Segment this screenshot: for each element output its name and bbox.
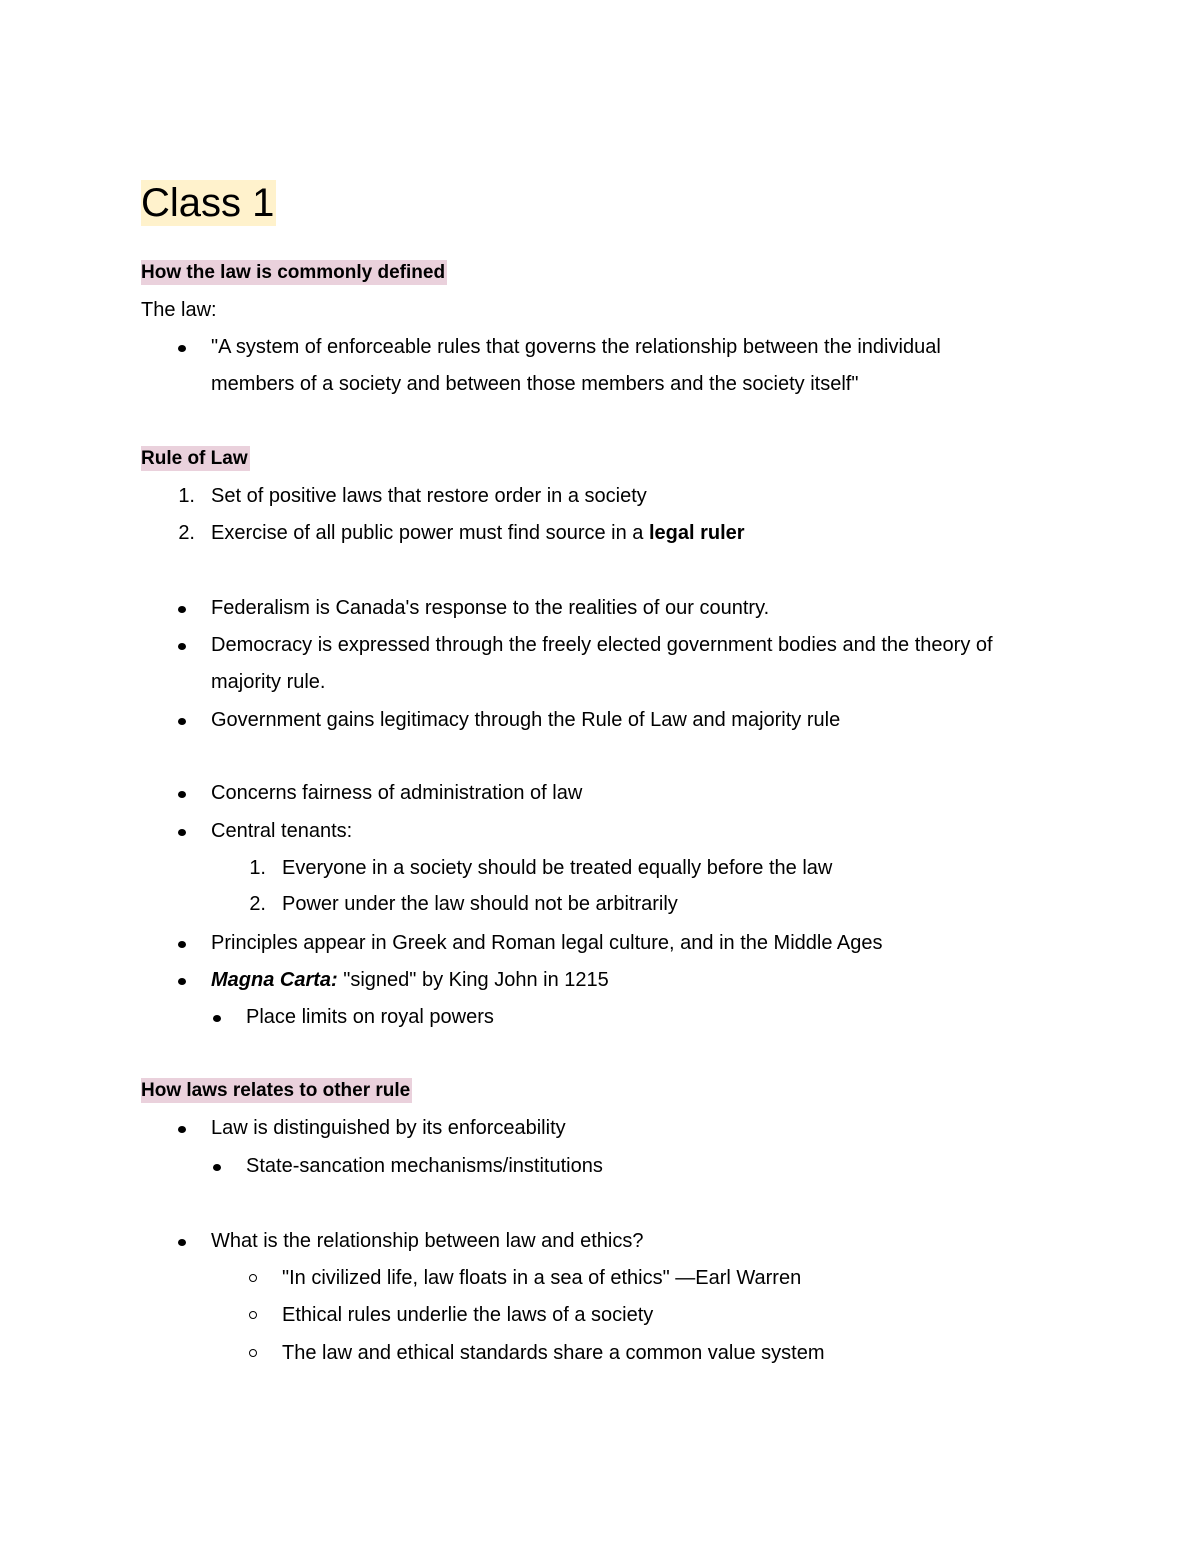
list-item-continuation: majority rule. [211,671,326,693]
numbered-item: Set of positive laws that restore order in a society [211,485,647,507]
list-item: Central tenants: [211,820,353,842]
sub-list-item: State-sancation mechanisms/institutions [246,1155,603,1177]
definition-quote-line1: "A system of enforceable rules that governs the relationship between the individual [211,336,941,358]
bullet-icon [178,718,186,725]
bullet-icon [178,345,186,352]
bullet-icon [178,941,186,948]
sub-list-item: Ethical rules underlie the laws of a society [282,1304,654,1326]
bullet-icon [178,1126,186,1133]
list-number: 2. [249,893,266,915]
bullet-icon [213,1164,221,1171]
hollow-bullet-icon [249,1349,257,1357]
legal-ruler-emphasis: legal ruler [648,522,745,544]
magna-carta-text: "signed" by King John in 1215 [337,969,609,991]
list-item: Principles appear in Greek and Roman legal culture, and in the Middle Ages [211,932,883,954]
sub-list-item: Place limits on royal powers [246,1006,494,1028]
hollow-bullet-icon [249,1311,257,1319]
sub-list-item: The law and ethical standards share a common value system [282,1342,825,1364]
page-title: Class 1 [141,181,275,225]
tenant-item: Power under the law should not be arbitrarily [282,893,678,915]
list-item: Concerns fairness of administration of law [211,782,583,804]
numbered-item [211,520,745,546]
magna-carta-label: Magna Carta: [211,969,338,991]
list-item: Federalism is Canada's response to the realities of our country. [211,597,770,619]
tenant-item: Everyone in a society should be treated equally before the law [282,857,833,879]
bullet-icon [178,643,186,650]
bullet-icon [178,606,186,613]
bullet-icon [213,1015,221,1022]
section-heading-other-rules: How laws relates to other rule [141,1080,411,1101]
list-item: Democracy is expressed through the freely elected government bodies and the theory of [211,634,993,656]
list-item: Law is distinguished by its enforceability [211,1117,566,1139]
section-heading-rule-of-law: Rule of Law [141,448,248,469]
sub-list-item: "In civilized life, law floats in a sea of ethics" —Earl Warren [282,1267,802,1289]
numbered-item-text: Exercise of all public power must find source in a [211,522,649,544]
hollow-bullet-icon [249,1274,257,1282]
definition-quote-line2: members of a society and between those members and the society itself" [211,373,859,395]
bullet-icon [178,829,186,836]
bullet-icon [178,978,186,985]
list-item-magna-carta [211,967,609,993]
bullet-icon [178,1239,186,1246]
list-number: 1. [178,485,195,507]
list-number: 1. [249,857,266,879]
intro-text: The law: [141,299,217,321]
list-item: What is the relationship between law and ethics? [211,1230,644,1252]
list-item: Government gains legitimacy through the Rule of Law and majority rule [211,709,841,731]
bullet-icon [178,791,186,798]
list-number: 2. [178,522,195,544]
section-heading-definition: How the law is commonly defined [141,262,446,283]
